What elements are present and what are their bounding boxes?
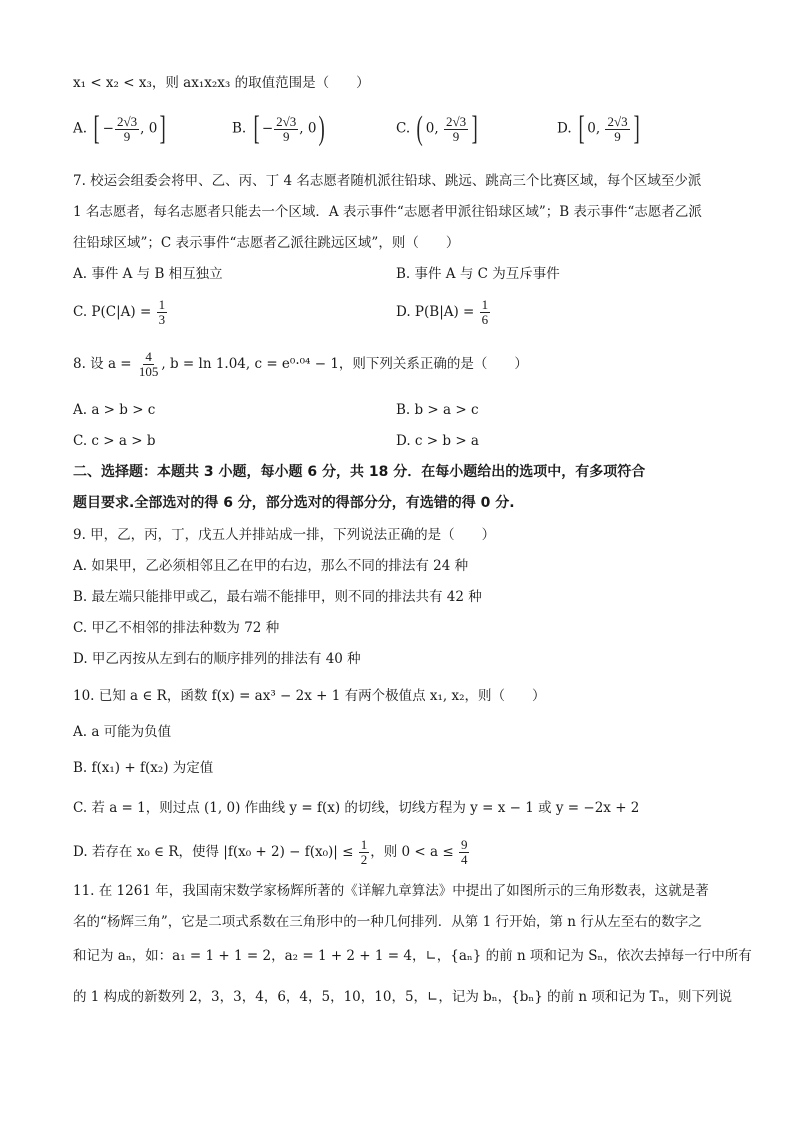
q6-option-b[interactable]: B. [ − $\frac{2√3}{9}$ , 0) — [232, 110, 326, 147]
q7-stem-line2: 1 名志愿者，每名志愿者只能去一个区域．A 表示事件“志愿者甲派往铅球区域”；B 表示事件“志愿者乙派 — [73, 204, 702, 220]
q6-stem: x₁ < x₂ < x₃，则 ax₁x₂x₃ 的取值范围是（ ） — [73, 75, 370, 91]
q11-stem-line2: 名的“杨辉三角”，它是二项式系数在三角形中的一种几何排列．从第 1 行开始，第 n 行从左至右的数字之 — [73, 914, 702, 930]
section2-heading-line2: 题目要求.全部选对的得 6 分，部分选对的得部分分，有选错的得 0 分. — [73, 495, 515, 511]
q7-stem-line1: 7. 校运会组委会将甲、乙、丙、丁 4 名志愿者随机派往铅球、跳远、跳高三个比赛区域，每个区域至少派 — [73, 173, 702, 189]
q10-option-d[interactable]: D. 若存在 x₀ ∈ R，使得 |f(x₀ + 2) − f(x₀)| ≤ $\frac{1}{2}$ ，则 0 < a ≤ $\frac{9}{4}$ — [73, 837, 468, 867]
q11-stem-line3: 和记为 aₙ，如：a₁ = 1 + 1 = 2，a₂ = 1 + 2 + 1 = 4，∟，{aₙ} 的前 n 项和记为 Sₙ，依次去掉每一行中所有 — [73, 948, 752, 964]
q7-option-c[interactable]: C. P(C|A) = $\frac{1}{3}$ — [73, 297, 166, 327]
q8-option-b[interactable]: B. b > a > c — [396, 402, 479, 418]
q7-option-d[interactable]: D. P(B|A) = $\frac{1}{6}$ — [396, 297, 489, 327]
q7-option-a[interactable]: A. 事件 A 与 B 相互独立 — [73, 266, 223, 282]
q9-option-b[interactable]: B. 最左端只能排甲或乙，最右端不能排甲，则不同的排法共有 42 种 — [73, 589, 482, 605]
q9-option-d[interactable]: D. 甲乙丙按从左到右的顺序排列的排法有 40 种 — [73, 651, 361, 667]
q9-option-a[interactable]: A. 如果甲，乙必须相邻且乙在甲的右边，那么不同的排法有 24 种 — [73, 558, 469, 574]
q10-option-a[interactable]: A. a 可能为负值 — [73, 724, 172, 740]
q11-stem-line1: 11. 在 1261 年，我国南宋数学家杨辉所著的《详解九章算法》中提出了如图所示的三角形数表，这就是著 — [73, 883, 709, 899]
q9-stem: 9. 甲，乙，丙，丁，戊五人并排站成一排，下列说法正确的是（ ） — [73, 527, 496, 543]
q11-stem-line4: 的 1 构成的新数列 2，3，3，4，6，4，5，10，10，5，∟，记为 bₙ，{bₙ} 的前 n 项和记为 Tₙ，则下列说 — [73, 989, 732, 1005]
q9-option-c[interactable]: C. 甲乙不相邻的排法种数为 72 种 — [73, 620, 280, 636]
section2-heading-line1: 二、选择题：本题共 3 小题，每小题 6 分，共 18 分．在每小题给出的选项中，有多项符合 — [73, 464, 646, 480]
q6-option-a[interactable]: A. [ − $\frac{2√3}{9}$ , 0] — [73, 110, 167, 147]
q6-option-d[interactable]: D. [ 0, $\frac{2√3}{9}$ ] — [557, 110, 640, 147]
q8-option-a[interactable]: A. a > b > c — [73, 402, 156, 418]
q10-option-b[interactable]: B. f(x₁) + f(x₂) 为定值 — [73, 760, 214, 776]
q8-option-c[interactable]: C. c > a > b — [73, 433, 156, 449]
q8-stem: 8. 设 a = $\frac{4}{105}$ , b = ln 1.04, c = e⁰·⁰⁴ − 1，则下列关系正确的是（ ） — [73, 349, 528, 379]
q10-stem: 10. 已知 a ∈ R，函数 f(x) = ax³ − 2x + 1 有两个极值点 x₁, x₂，则（ ） — [73, 688, 546, 704]
q10-option-c[interactable]: C. 若 a = 1，则过点 (1, 0) 作曲线 y = f(x) 的切线，切线方程为 y = x − 1 或 y = −2x + 2 — [73, 800, 640, 816]
q8-option-d[interactable]: D. c > b > a — [396, 433, 479, 449]
q6-option-c[interactable]: C. ( 0, $\frac{2√3}{9}$ ] — [396, 110, 478, 147]
q7-option-b[interactable]: B. 事件 A 与 C 为互斥事件 — [396, 266, 560, 282]
q7-stem-line3: 往铅球区域”；C 表示事件“志愿者乙派往跳远区域”，则（ ） — [73, 235, 460, 251]
